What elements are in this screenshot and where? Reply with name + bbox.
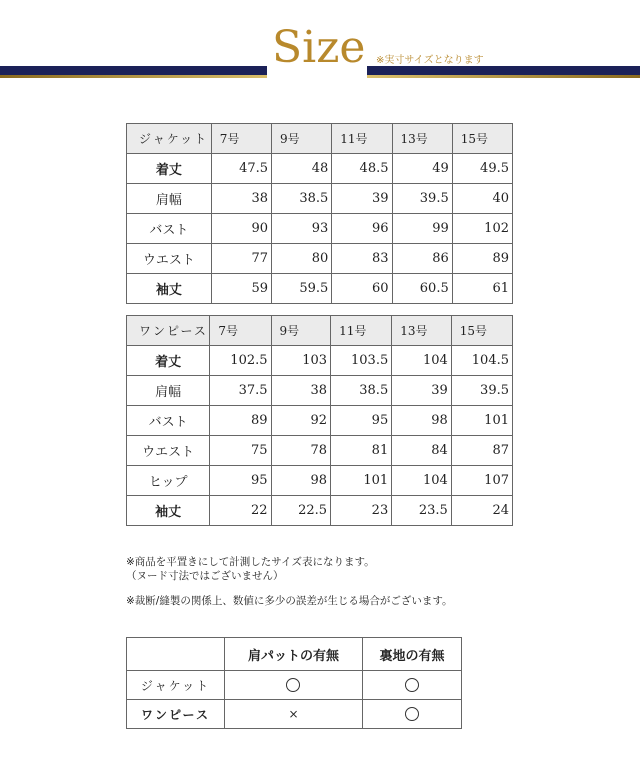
cell-value <box>225 671 363 700</box>
table-row <box>127 184 513 214</box>
cell-value: 93 <box>272 214 332 244</box>
note-measurement <box>126 555 375 583</box>
note-tolerance <box>126 594 453 608</box>
cell-value: 38.5 <box>272 184 332 214</box>
cell-value: 24 <box>451 496 512 526</box>
row-label: ウエスト <box>127 244 212 274</box>
cell-value: 49 <box>392 154 452 184</box>
table-row <box>127 376 513 406</box>
column-header: 裏地の有無 <box>362 638 461 671</box>
column-header: ワンピース <box>127 316 210 346</box>
cell-value: × <box>225 700 363 729</box>
table-row <box>127 671 462 700</box>
page-title: Size <box>272 22 366 73</box>
table-row <box>127 406 513 436</box>
row-label: バスト <box>127 214 212 244</box>
cell-value: 107 <box>451 466 512 496</box>
table-row <box>127 154 513 184</box>
circle-mark-icon <box>286 678 300 692</box>
column-header: 13号 <box>392 316 452 346</box>
cell-value: 59 <box>211 274 271 304</box>
cell-value: 23 <box>331 496 392 526</box>
row-label: 着丈 <box>127 346 210 376</box>
cell-value: 49.5 <box>452 154 512 184</box>
column-header <box>127 638 225 671</box>
table-row <box>127 274 513 304</box>
cell-value: 78 <box>271 436 331 466</box>
table-header-row <box>127 638 462 671</box>
row-label: 肩幅 <box>127 184 212 214</box>
column-header: 7号 <box>211 124 271 154</box>
cell-value: 104 <box>392 466 452 496</box>
cell-value: 98 <box>392 406 452 436</box>
column-header: 13号 <box>392 124 452 154</box>
column-header: 15号 <box>451 316 512 346</box>
column-header: 9号 <box>272 124 332 154</box>
cell-value: 84 <box>392 436 452 466</box>
table-header-row <box>127 316 513 346</box>
cell-value: 48 <box>272 154 332 184</box>
cell-value: 83 <box>332 244 392 274</box>
row-label: ウエスト <box>127 436 210 466</box>
cell-value: 102 <box>452 214 512 244</box>
cell-value: 92 <box>271 406 331 436</box>
cell-value: 86 <box>392 244 452 274</box>
cell-value: 98 <box>271 466 331 496</box>
row-label: ヒップ <box>127 466 210 496</box>
cell-value: 103.5 <box>331 346 392 376</box>
cell-value: 47.5 <box>211 154 271 184</box>
table-header-row <box>127 124 513 154</box>
cell-value: 60.5 <box>392 274 452 304</box>
jacket-size-table <box>126 123 513 304</box>
cell-value: 80 <box>272 244 332 274</box>
cell-value: 39 <box>332 184 392 214</box>
cell-value: 37.5 <box>210 376 271 406</box>
row-label: バスト <box>127 406 210 436</box>
cell-value: 22.5 <box>271 496 331 526</box>
cell-value: 22 <box>210 496 271 526</box>
cell-value: 102.5 <box>210 346 271 376</box>
note-line: （ヌード寸法ではございません） <box>126 570 284 582</box>
column-header: 11号 <box>331 316 392 346</box>
table-row <box>127 244 513 274</box>
table-row <box>127 346 513 376</box>
cell-value: 39.5 <box>392 184 452 214</box>
cell-value: 104.5 <box>451 346 512 376</box>
header <box>0 0 640 90</box>
cell-value: 77 <box>211 244 271 274</box>
cell-value: 96 <box>332 214 392 244</box>
onepiece-size-table <box>126 315 513 526</box>
column-header: 9号 <box>271 316 331 346</box>
circle-mark-icon <box>405 707 419 721</box>
table-row <box>127 214 513 244</box>
cell-value: 38 <box>211 184 271 214</box>
cell-value: 38.5 <box>331 376 392 406</box>
cell-value: 61 <box>452 274 512 304</box>
cell-value: 48.5 <box>332 154 392 184</box>
circle-mark-icon <box>405 678 419 692</box>
cell-value: 89 <box>210 406 271 436</box>
row-label: 肩幅 <box>127 376 210 406</box>
cell-value: 103 <box>271 346 331 376</box>
note-line: ※商品を平置きにして計測したサイズ表になります。 <box>126 556 375 568</box>
cell-value: 59.5 <box>272 274 332 304</box>
cell-value: 99 <box>392 214 452 244</box>
cell-value: 89 <box>452 244 512 274</box>
column-header: 15号 <box>452 124 512 154</box>
cell-value: 101 <box>451 406 512 436</box>
features-table <box>126 637 462 729</box>
column-header: 肩パットの有無 <box>225 638 363 671</box>
cell-value: 104 <box>392 346 452 376</box>
cell-value <box>362 700 461 729</box>
cell-value: 95 <box>331 406 392 436</box>
row-label: ワンピース <box>127 700 225 729</box>
cell-value: 95 <box>210 466 271 496</box>
cell-value: 101 <box>331 466 392 496</box>
cell-value: 23.5 <box>392 496 452 526</box>
cell-value: 38 <box>271 376 331 406</box>
cell-value: 81 <box>331 436 392 466</box>
cell-value: 39 <box>392 376 452 406</box>
cell-value: 75 <box>210 436 271 466</box>
cell-value: 87 <box>451 436 512 466</box>
cell-value: 39.5 <box>451 376 512 406</box>
table-row <box>127 496 513 526</box>
cell-value: 40 <box>452 184 512 214</box>
table-row <box>127 436 513 466</box>
note-line: ※裁断/縫製の関係上、数値に多少の誤差が生じる場合がございます。 <box>126 595 453 607</box>
column-header: 7号 <box>210 316 271 346</box>
row-label: 袖丈 <box>127 496 210 526</box>
row-label: ジャケット <box>127 671 225 700</box>
column-header: 11号 <box>332 124 392 154</box>
cell-value: 60 <box>332 274 392 304</box>
page-subtitle: ※実寸サイズとなります <box>376 55 484 66</box>
row-label: 着丈 <box>127 154 212 184</box>
cell-value: 90 <box>211 214 271 244</box>
cell-value <box>362 671 461 700</box>
table-row <box>127 466 513 496</box>
row-label: 袖丈 <box>127 274 212 304</box>
column-header: ジャケット <box>127 124 212 154</box>
table-row <box>127 700 462 729</box>
